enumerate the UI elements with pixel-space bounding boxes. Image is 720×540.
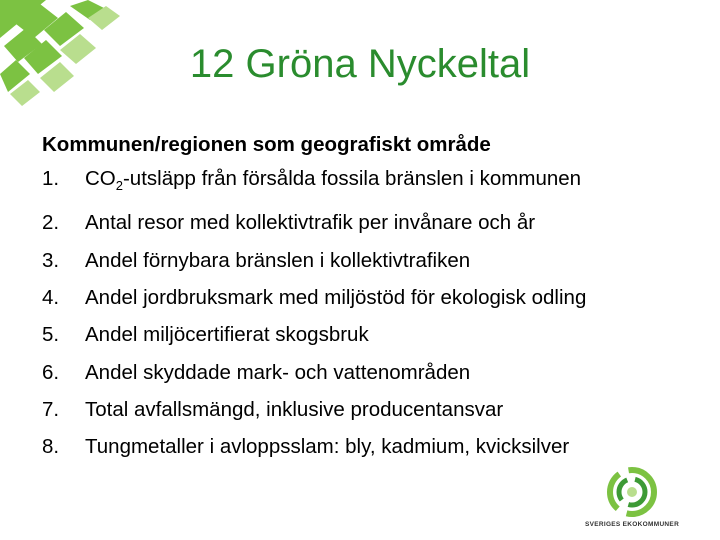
list-item (42, 160, 702, 204)
list-item (42, 428, 702, 465)
item-number: 6. (42, 360, 60, 384)
item-text: Tungmetaller i avloppsslam: bly, kadmium, kvicksilver (85, 435, 570, 459)
list-item (42, 391, 702, 428)
list-item (42, 279, 702, 316)
item-text: Andel förnybara bränslen i kollektivtrafiken (85, 248, 471, 272)
item-text: Total avfallsmängd, inklusive producentansvar (85, 397, 504, 421)
item-text: Andel miljöcertifierat skogsbruk (85, 323, 369, 347)
item-text: Antal resor med kollektivtrafik per invånare och år (85, 211, 536, 235)
logo-text: SVERIGES EKOKOMMUNER (584, 521, 680, 528)
list-item (42, 316, 702, 353)
item-number: 7. (42, 397, 60, 421)
list-item (42, 242, 702, 279)
list-item (42, 204, 702, 241)
slide-content (42, 130, 702, 465)
sveriges-ekokommuner-logo (577, 465, 687, 535)
item-number: 5. (42, 323, 60, 347)
item-text: $CO_2$-utsläpp från försålda fossila bränslen i kommunen (85, 167, 582, 194)
item-number: 8. (42, 435, 60, 459)
list-item (42, 354, 702, 391)
item-text: Andel jordbruksmark med miljöstöd för ekologisk odling (85, 285, 587, 309)
slide-title: 12 Gröna Nyckeltal (189, 42, 531, 86)
section-heading: Kommunen/regionen som geografiskt område (42, 133, 491, 156)
item-number: 1. (42, 167, 60, 190)
item-number: 3. (42, 248, 60, 272)
item-text: Andel skyddade mark- och vattenområden (85, 360, 471, 384)
key-figures-list (42, 160, 702, 465)
item-number: 4. (42, 285, 60, 309)
item-number: 2. (42, 211, 60, 235)
green-circles-logo-icon (605, 465, 659, 519)
